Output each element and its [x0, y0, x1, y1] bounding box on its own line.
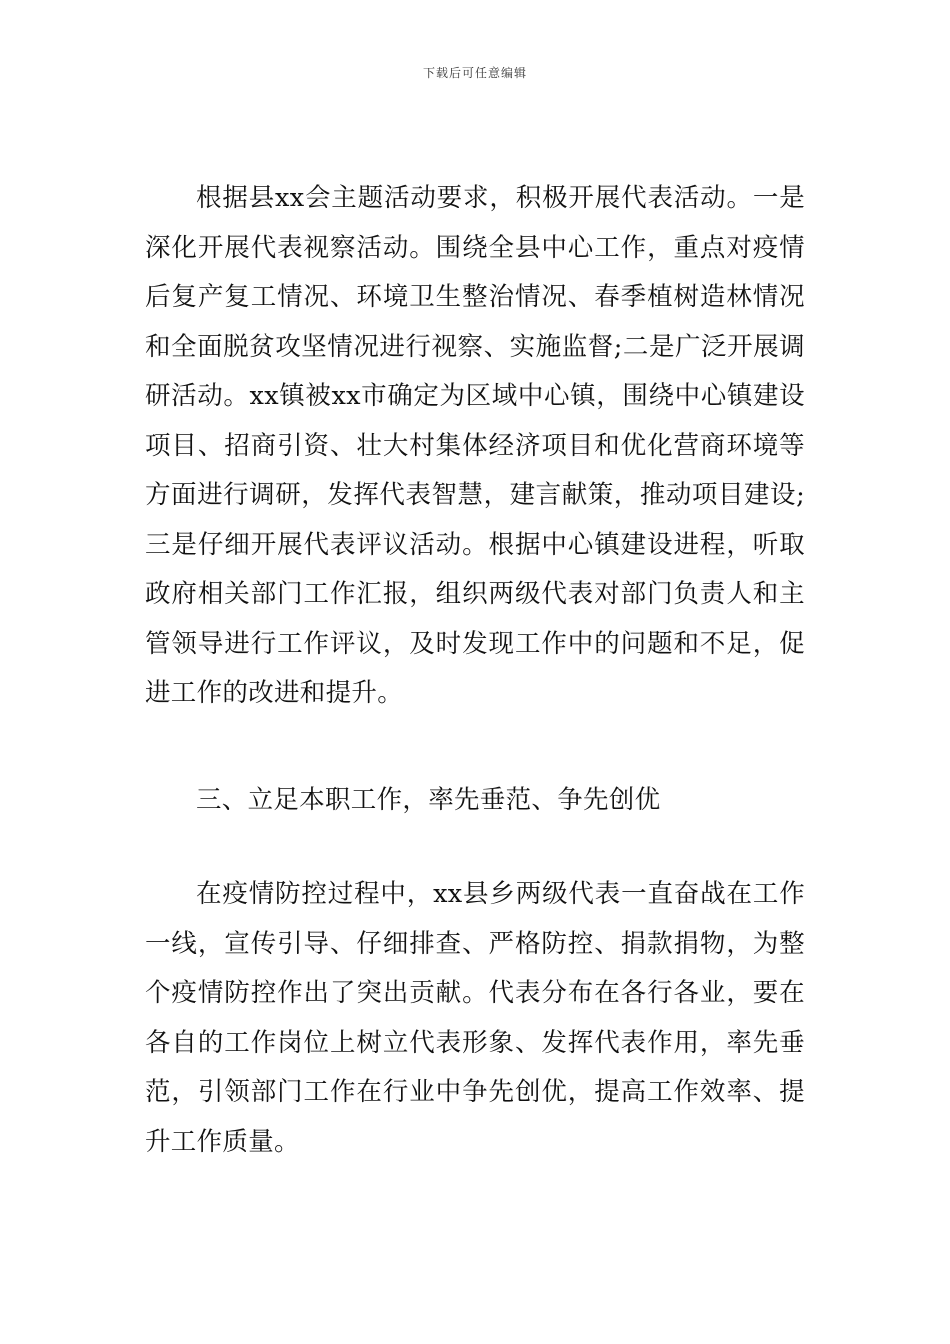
body-paragraph: 根据县xx会主题活动要求，积极开展代表活动。一是深化开展代表视察活动。围绕全县中心工作，重点对疫情后复产复工情况、环境卫生整治情况、春季植树造林情况和全面脱贫攻坚情况进行视察、实施监督;二是广泛开展调研活动。xx镇被xx市确定为区域中心镇，围绕中心镇建设项目、招商引资、壮大村集体经济项目和优化营商环境等方面进行调研，发挥代表智慧，建言献策，推动项目建设;三是仔细开展代表评议活动。根据中心镇建设进程，听取政府相关部门工作汇报，组织两级代表对部门负责人和主管领导进行工作评议，及时发现工作中的问题和不足，促进工作的改进和提升。 — [145, 183, 805, 708]
page-header-note: 下载后可任意编辑 — [422, 66, 527, 80]
body-paragraph: 在疫情防控过程中，xx县乡两级代表一直奋战在工作一线，宣传引导、仔细排查、严格防控、捐款捐物，为整个疫情防控作出了突出贡献。代表分布在各行各业，要在各自的工作岗位上树立代表形象、发挥代表作用，率先垂范，引领部门工作在行业中争先创优，提高工作效率、提升工作质量。 — [145, 879, 805, 1157]
section-heading-block — [145, 776, 805, 826]
section-heading: 三、立足本职工作，率先垂范、争先创优 — [196, 785, 661, 815]
paragraph-block-1 — [145, 174, 805, 719]
paragraph-block-2 — [145, 870, 805, 1167]
